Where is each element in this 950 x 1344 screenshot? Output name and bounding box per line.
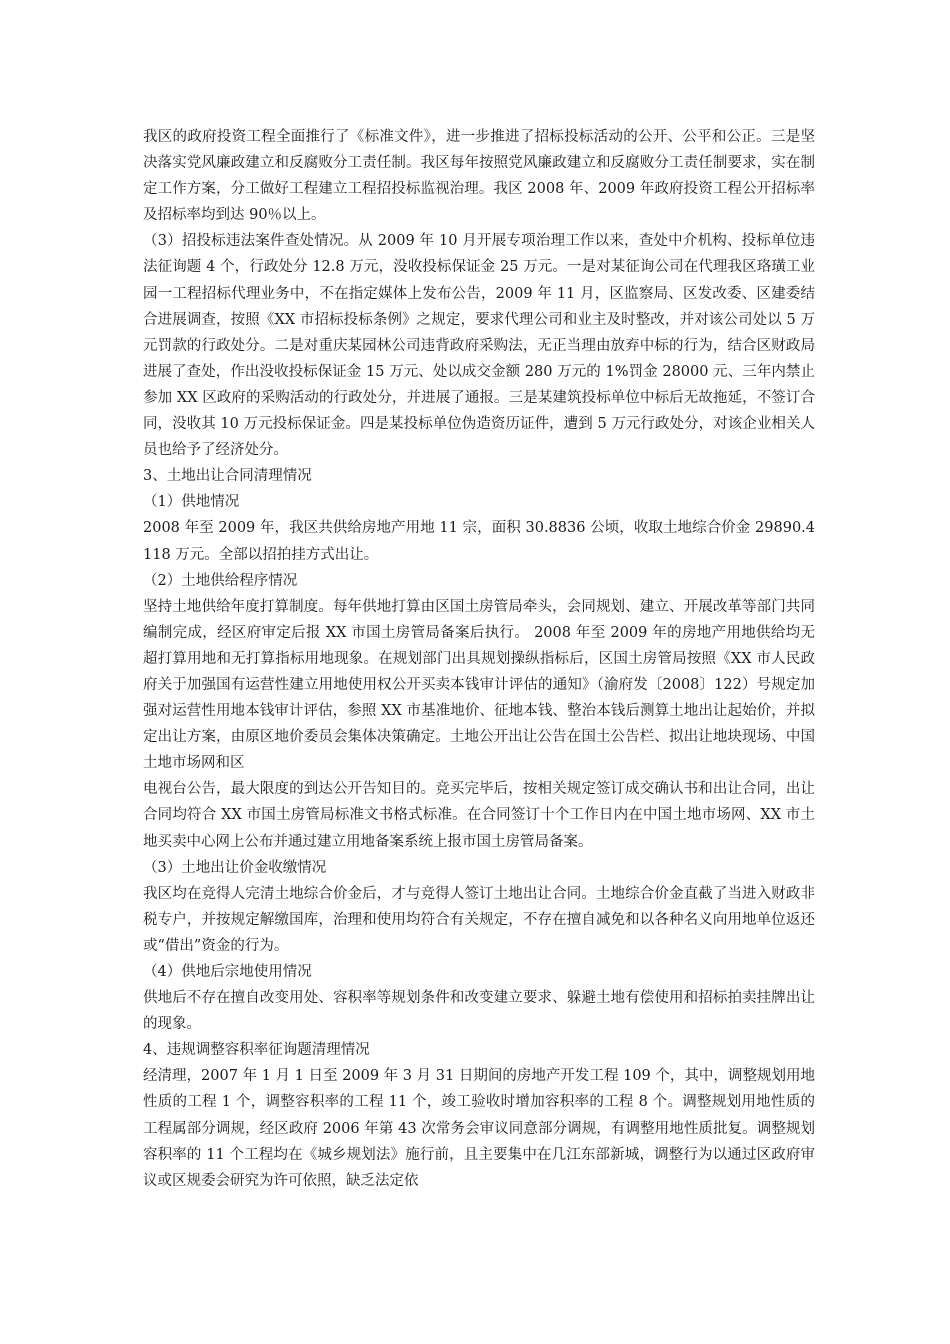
- section-heading-land-contract: 3、土地出让合同清理情况: [143, 468, 312, 485]
- paragraph-post-supply-use: 供地后不存在擅自改变用处、容积率等规划条件和改变建立要求、躲避土地有偿使用和招标拍卖挂牌出让的现象。: [143, 990, 815, 1033]
- subheading-post-supply-use: （4）供地后宗地使用情况: [143, 964, 312, 980]
- paragraph-land-supply: 2008 年至 2009 年，我区共供给房地产用地 11 宗，面积 30.8836 公顷，收取土地综合价金 29890.4118 万元。全部以招拍挂方式出让。: [143, 520, 815, 563]
- paragraph-plot-ratio: 经清理，2007 年 1 月 1 日至 2009 年 3 月 31 日期间的房地产开发工程 109 个，其中，调整规划用地性质的工程 1 个，调整容积率的工程 11 个，竣工验收时增加容积率的工程 8 个。调整规划用地性质的工程属部分调规，经区政府 2006 年第 43 次常务会审议同意部分调规，有调整用地性质批复。调整规划容积率的 11 个工程均在《城乡规划法》施行前，且主要集中在几江东部新城，调整行为以通过区政府审议或区规委会研究为许可依照，缺乏法定依: [143, 1068, 815, 1189]
- paragraph-price-collection: 我区均在竞得人完清土地综合价金后，才与竞得人签订土地出让合同。土地综合价金直截了当进入财政非税专户，并按规定解缴国库，治理和使用均符合有关规定，不存在擅自减免和以各种名义向用地单位返还或“借出”资金的行为。: [143, 885, 815, 954]
- paragraph-tender-standard: 我区的政府投资工程全面推行了《标准文件》，进一步推进了招标投标活动的公开、公平和公正。三是坚决落实党风廉政建立和反腐败分工责任制。我区每年按照党风廉政建立和反腐败分工责任制要求，实在制定工作方案，分工做好工程建立工程招投标监视治理。我区 2008 年、2009 年政府投资工程公开招标率及招标率均到达 90％以上。: [143, 129, 815, 224]
- subheading-land-supply: （1）供地情况: [143, 494, 240, 511]
- paragraph-supply-procedure: 坚持土地供给年度打算制度。每年供地打算由区国土房管局牵头，会同规划、建立、开展改革等部门共同编制完成，经区府审定后报 XX 市国土房管局备案后执行。 2008 年至 2009 年的房地产用地供给均无超打算用地和无打算指标用地现象。在规划部门出具规划操纵指标后，区国土房管局按照《XX 市人民政府关于加强国有运营性建立用地使用权公开买卖本钱审计评估的通知》（渝府发〔2008〕122）号规定加强对运营性用地本钱审计评估，参照 XX 市基准地价、征地本钱、整治本钱后测算土地出让起始价，并拟定出让方案，由原区地价委员会集体决策确定。土地公开出让公告在国土公告栏、拟出让地块现场、中国土地市场网和区: [143, 598, 815, 772]
- document-page: [143, 124, 815, 1194]
- section-heading-plot-ratio: 4、违规调整容积率征询题清理情况: [143, 1042, 370, 1059]
- paragraph-violation-cases: （3）招投标违法案件查处情况。从 2009 年 10 月开展专项治理工作以来，查处中介机构、投标单位违法征询题 4 个，行政处分 12.8 万元，没收投标保证金 25 万元。一是对某征询公司在代理我区珞璜工业园一工程招标代理业务中，不在指定媒体上发布公告，2009 年 11 月，区监察局、区发改委、区建委结合进展调查，按照《XX 市招标投标条例》之规定，要求代理公司和业主及时整改，并对该公司处以 5 万元罚款的行政处分。二是对重庆某园林公司违背政府采购法，无正当理由放弃中标的行为，结合区财政局进展了查处，作出没收投标保证金 15 万元、处以成交金额 280 万元的 1%罚金 28000 元、三年内禁止参加 XX 区政府的采购活动的行政处分，并进展了通报。三是某建筑投标单位中标后无故拖延，不签订合同，没收其 10 万元投标保证金。四是某投标单位伪造资历证件，遭到 5 万元行政处分，对该企业相关人员也给予了经济处分。: [143, 233, 815, 459]
- subheading-price-collection: （3）土地出让价金收缴情况: [143, 859, 327, 876]
- paragraph-announcement: 电视台公告，最大限度的到达公开告知目的。竞买完毕后，按相关规定签订成交确认书和出让合同，出让合同均符合 XX 市国土房管局标准文书格式标准。在合同签订十个工作日内在中国土地市场网、XX 市土地买卖中心网上公布并通过建立用地备案系统上报市国土房管局备案。: [143, 781, 815, 850]
- subheading-supply-procedure: （2）土地供给程序情况: [143, 572, 298, 589]
